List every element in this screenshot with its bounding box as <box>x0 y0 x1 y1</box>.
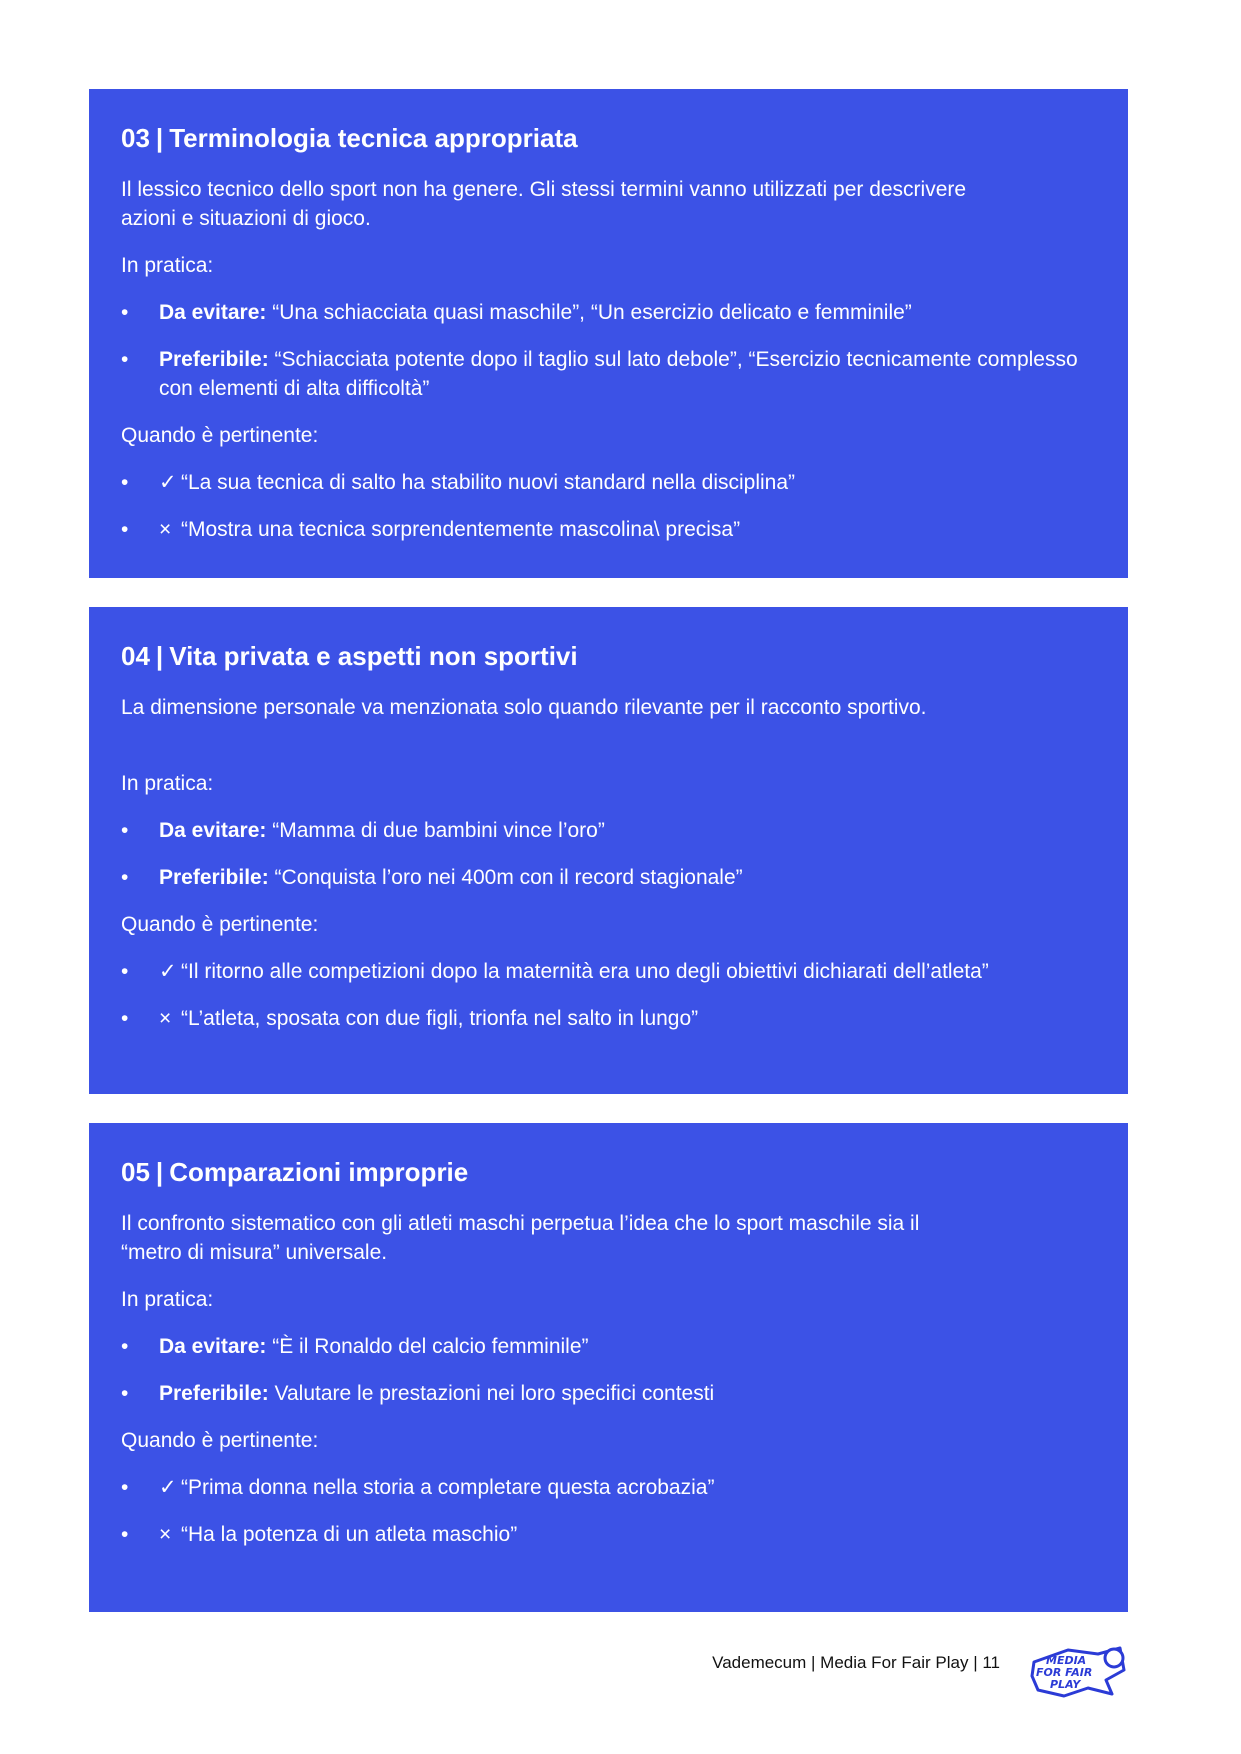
section-05-panel <box>89 1123 1128 1612</box>
pertinent-label: Quando è pertinente: <box>121 1429 319 1452</box>
section-intro: La dimensione personale va menzionata solo quando rilevante per il racconto sportivo. <box>121 696 927 719</box>
bullet-icon: • <box>121 1476 129 1499</box>
avoid-label: Da evitare: <box>159 301 267 324</box>
check-icon: ✓ <box>159 471 177 494</box>
check-icon: ✓ <box>159 1476 177 1499</box>
prefer-text: “Conquista l’oro nei 400m con il record stagionale” <box>268 866 743 889</box>
prefer-label: Preferibile: <box>159 348 269 371</box>
practice-list <box>121 298 1096 403</box>
avoid-text: “Mamma di due bambini vince l’oro” <box>266 819 605 842</box>
list-item <box>121 1379 1096 1408</box>
practice-label: In pratica: <box>121 254 214 277</box>
section-intro: Il lessico tecnico dello sport non ha genere. Gli stessi termini vanno utilizzati per descrivere azioni e situazioni di gioco. <box>121 178 967 230</box>
bullet-icon: • <box>121 348 129 371</box>
bullet-icon: • <box>121 1523 129 1546</box>
bullet-icon: • <box>121 1382 129 1405</box>
bullet-icon: • <box>121 1007 129 1030</box>
section-title: Vita privata e aspetti non sportivi <box>169 641 578 671</box>
good-example: “Il ritorno alle competizioni dopo la maternità era uno degli obiettivi dichiarati dell’atleta” <box>181 960 989 983</box>
list-item <box>121 1520 1096 1549</box>
prefer-label: Preferibile: <box>159 1382 269 1405</box>
heading-separator: | <box>155 123 164 153</box>
good-example: “Prima donna nella storia a completare questa acrobazia” <box>181 1476 715 1499</box>
pertinent-label: Quando è pertinente: <box>121 424 319 447</box>
avoid-label: Da evitare: <box>159 819 267 842</box>
check-icon: ✓ <box>159 960 177 983</box>
bad-example: “Ha la potenza di un atleta maschio” <box>181 1523 518 1546</box>
section-title: Comparazioni improprie <box>169 1157 469 1187</box>
section-03-panel <box>89 89 1128 578</box>
svg-text:MEDIA: MEDIA <box>1046 1654 1087 1667</box>
section-intro: Il confronto sistematico con gli atleti maschi perpetua l’idea che lo sport maschile sia il “metro di misura” universale. <box>121 1212 920 1264</box>
section-number: 03 <box>121 123 150 153</box>
section-heading <box>121 1155 1096 1189</box>
practice-list <box>121 1332 1096 1408</box>
cross-icon: × <box>159 518 172 541</box>
bullet-icon: • <box>121 1335 129 1358</box>
cross-icon: × <box>159 1007 172 1030</box>
bullet-icon: • <box>121 960 129 983</box>
bad-example: “L’atleta, sposata con due figli, trionfa nel salto in lungo” <box>181 1007 699 1030</box>
section-title: Terminologia tecnica appropriata <box>169 123 578 153</box>
prefer-label: Preferibile: <box>159 866 269 889</box>
list-item <box>121 515 1096 544</box>
heading-separator: | <box>155 641 164 671</box>
section-heading <box>121 121 1096 155</box>
prefer-text: Valutare le prestazioni nei loro specifici contesti <box>268 1382 715 1405</box>
cross-icon: × <box>159 1523 172 1546</box>
avoid-text: “Una schiacciata quasi maschile”, “Un esercizio delicato e femminile” <box>266 301 912 324</box>
heading-separator: | <box>155 1157 164 1187</box>
svg-text:PLAY: PLAY <box>1050 1678 1081 1691</box>
bullet-icon: • <box>121 866 129 889</box>
list-item <box>121 957 1096 986</box>
list-item <box>121 1004 1096 1033</box>
bullet-icon: • <box>121 471 129 494</box>
list-item <box>121 816 1096 845</box>
list-item <box>121 298 1096 327</box>
list-item <box>121 468 1096 497</box>
practice-label: In pratica: <box>121 1288 214 1311</box>
list-item <box>121 1332 1096 1361</box>
practice-list <box>121 816 1096 892</box>
pertinent-label: Quando è pertinente: <box>121 913 319 936</box>
practice-label: In pratica: <box>121 772 214 795</box>
list-item <box>121 1473 1096 1502</box>
section-number: 05 <box>121 1157 150 1187</box>
bullet-icon: • <box>121 819 129 842</box>
section-number: 04 <box>121 641 150 671</box>
pertinent-list <box>121 468 1096 544</box>
pertinent-list <box>121 957 1096 1033</box>
list-item <box>121 863 1096 892</box>
prefer-text: “Schiacciata potente dopo il taglio sul lato debole”, “Esercizio tecnicamente complesso con elementi di alta difficoltà” <box>159 348 1078 400</box>
good-example: “La sua tecnica di salto ha stabilito nuovi standard nella disciplina” <box>181 471 796 494</box>
bad-example: “Mostra una tecnica sorprendentemente mascolina\ precisa” <box>181 518 741 541</box>
section-heading <box>121 639 1096 673</box>
page-footer: Vademecum | Media For Fair Play | 11 <box>712 1653 1000 1672</box>
svg-text:FOR FAIR: FOR FAIR <box>1036 1666 1093 1679</box>
list-item <box>121 345 1096 403</box>
bullet-icon: • <box>121 301 129 324</box>
bullet-icon: • <box>121 518 129 541</box>
avoid-text: “È il Ronaldo del calcio femminile” <box>266 1335 589 1358</box>
media-for-fair-play-logo <box>1028 1640 1128 1700</box>
section-04-panel <box>89 607 1128 1094</box>
pertinent-list <box>121 1473 1096 1549</box>
avoid-label: Da evitare: <box>159 1335 267 1358</box>
